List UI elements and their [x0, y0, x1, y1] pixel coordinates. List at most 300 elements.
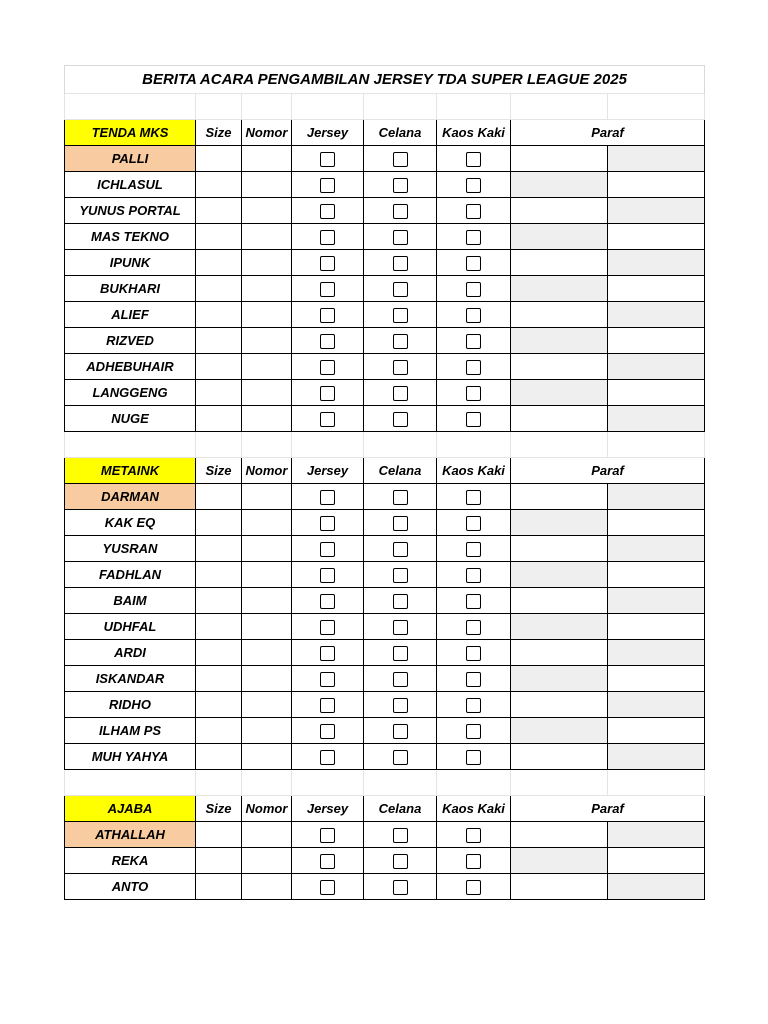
table-row [65, 146, 705, 172]
kaos-kaki-checkbox-cell [437, 874, 511, 900]
size-field[interactable] [196, 822, 242, 848]
paraf-left-field[interactable] [511, 172, 608, 198]
size-field[interactable] [196, 484, 242, 510]
checkbox-icon[interactable] [466, 646, 481, 661]
spacer-row [65, 94, 705, 120]
checkbox-icon[interactable] [393, 152, 408, 167]
player-name: RIDHO [65, 692, 196, 718]
checkbox-icon[interactable] [393, 594, 408, 609]
paraf-left-field[interactable] [511, 874, 608, 900]
paraf-left-field[interactable] [511, 302, 608, 328]
paraf-left-field[interactable] [511, 354, 608, 380]
paraf-left-field[interactable] [511, 406, 608, 432]
checkbox-icon[interactable] [466, 230, 481, 245]
checkbox-icon[interactable] [393, 386, 408, 401]
paraf-right-field[interactable] [608, 666, 705, 692]
attendance-sheet [64, 65, 704, 900]
kaos-kaki-checkbox-cell [437, 510, 511, 536]
player-name: PALLI [65, 146, 196, 172]
size-field[interactable] [196, 562, 242, 588]
paraf-right-field[interactable] [608, 718, 705, 744]
celana-checkbox-cell [364, 172, 437, 198]
kaos-kaki-checkbox-cell [437, 666, 511, 692]
nomor-field[interactable] [242, 614, 292, 640]
player-name: ATHALLAH [65, 822, 196, 848]
table-row [65, 588, 705, 614]
player-name: UDHFAL [65, 614, 196, 640]
nomor-field[interactable] [242, 328, 292, 354]
jersey-checkbox-cell [292, 484, 364, 510]
size-field[interactable] [196, 666, 242, 692]
team-header-row [65, 120, 705, 146]
nomor-field[interactable] [242, 822, 292, 848]
team-name: AJABA [65, 796, 196, 822]
checkbox-icon[interactable] [320, 724, 335, 739]
checkbox-icon[interactable] [320, 256, 335, 271]
paraf-left-field[interactable] [511, 224, 608, 250]
checkbox-icon[interactable] [466, 204, 481, 219]
paraf-right-field[interactable] [608, 250, 705, 276]
kaos-kaki-checkbox-cell [437, 614, 511, 640]
size-field[interactable] [196, 224, 242, 250]
nomor-field[interactable] [242, 172, 292, 198]
column-header-jersey: Jersey [292, 458, 364, 484]
checkbox-icon[interactable] [320, 828, 335, 843]
celana-checkbox-cell [364, 224, 437, 250]
checkbox-icon[interactable] [320, 204, 335, 219]
column-header-jersey: Jersey [292, 796, 364, 822]
nomor-field[interactable] [242, 484, 292, 510]
checkbox-icon[interactable] [466, 334, 481, 349]
checkbox-icon[interactable] [393, 256, 408, 271]
kaos-kaki-checkbox-cell [437, 588, 511, 614]
checkbox-icon[interactable] [320, 672, 335, 687]
jersey-checkbox-cell [292, 354, 364, 380]
checkbox-icon[interactable] [393, 334, 408, 349]
column-header-size: Size [196, 458, 242, 484]
celana-checkbox-cell [364, 874, 437, 900]
table-row [65, 874, 705, 900]
celana-checkbox-cell [364, 536, 437, 562]
checkbox-icon[interactable] [320, 854, 335, 869]
player-name: YUNUS PORTAL [65, 198, 196, 224]
paraf-right-field[interactable] [608, 380, 705, 406]
paraf-left-field[interactable] [511, 666, 608, 692]
jersey-checkbox-cell [292, 822, 364, 848]
kaos-kaki-checkbox-cell [437, 146, 511, 172]
player-name: ADHEBUHAIR [65, 354, 196, 380]
table-row [65, 718, 705, 744]
paraf-left-field[interactable] [511, 536, 608, 562]
table-row [65, 276, 705, 302]
size-field[interactable] [196, 328, 242, 354]
kaos-kaki-checkbox-cell [437, 718, 511, 744]
player-name: MAS TEKNO [65, 224, 196, 250]
column-header-nomor: Nomor [242, 796, 292, 822]
nomor-field[interactable] [242, 198, 292, 224]
checkbox-icon[interactable] [393, 724, 408, 739]
size-field[interactable] [196, 640, 242, 666]
paraf-right-field[interactable] [608, 484, 705, 510]
kaos-kaki-checkbox-cell [437, 354, 511, 380]
size-field[interactable] [196, 588, 242, 614]
paraf-right-field[interactable] [608, 146, 705, 172]
nomor-field[interactable] [242, 302, 292, 328]
table-row [65, 224, 705, 250]
player-name: REKA [65, 848, 196, 874]
paraf-left-field[interactable] [511, 510, 608, 536]
nomor-field[interactable] [242, 354, 292, 380]
nomor-field[interactable] [242, 640, 292, 666]
celana-checkbox-cell [364, 276, 437, 302]
celana-checkbox-cell [364, 328, 437, 354]
paraf-left-field[interactable] [511, 562, 608, 588]
kaos-kaki-checkbox-cell [437, 848, 511, 874]
jersey-checkbox-cell [292, 406, 364, 432]
checkbox-icon[interactable] [320, 698, 335, 713]
checkbox-icon[interactable] [393, 516, 408, 531]
celana-checkbox-cell [364, 588, 437, 614]
column-header-celana: Celana [364, 796, 437, 822]
paraf-left-field[interactable] [511, 250, 608, 276]
jersey-checkbox-cell [292, 848, 364, 874]
kaos-kaki-checkbox-cell [437, 406, 511, 432]
checkbox-icon[interactable] [320, 386, 335, 401]
nomor-field[interactable] [242, 406, 292, 432]
paraf-left-field[interactable] [511, 744, 608, 770]
player-name: ICHLASUL [65, 172, 196, 198]
jersey-checkbox-cell [292, 510, 364, 536]
paraf-left-field[interactable] [511, 484, 608, 510]
paraf-right-field[interactable] [608, 848, 705, 874]
paraf-right-field[interactable] [608, 172, 705, 198]
checkbox-icon[interactable] [320, 568, 335, 583]
nomor-field[interactable] [242, 536, 292, 562]
player-name: KAK EQ [65, 510, 196, 536]
checkbox-icon[interactable] [466, 620, 481, 635]
column-header-nomor: Nomor [242, 458, 292, 484]
checkbox-icon[interactable] [320, 542, 335, 557]
paraf-left-field[interactable] [511, 276, 608, 302]
celana-checkbox-cell [364, 822, 437, 848]
celana-checkbox-cell [364, 614, 437, 640]
paraf-left-field[interactable] [511, 822, 608, 848]
table-row [65, 744, 705, 770]
checkbox-icon[interactable] [466, 542, 481, 557]
table-row [65, 562, 705, 588]
celana-checkbox-cell [364, 146, 437, 172]
paraf-left-field[interactable] [511, 588, 608, 614]
size-field[interactable] [196, 146, 242, 172]
checkbox-icon[interactable] [320, 282, 335, 297]
jersey-checkbox-cell [292, 718, 364, 744]
nomor-field[interactable] [242, 562, 292, 588]
table-row [65, 250, 705, 276]
jersey-checkbox-cell [292, 588, 364, 614]
jersey-table [64, 65, 705, 900]
table-row [65, 510, 705, 536]
size-field[interactable] [196, 744, 242, 770]
table-row [65, 198, 705, 224]
spacer-row [65, 432, 705, 458]
column-header-kaos-kaki: Kaos Kaki [437, 458, 511, 484]
nomor-field[interactable] [242, 276, 292, 302]
checkbox-icon[interactable] [320, 646, 335, 661]
table-row [65, 692, 705, 718]
checkbox-icon[interactable] [320, 750, 335, 765]
paraf-right-field[interactable] [608, 276, 705, 302]
kaos-kaki-checkbox-cell [437, 640, 511, 666]
size-field[interactable] [196, 848, 242, 874]
column-header-size: Size [196, 796, 242, 822]
checkbox-icon[interactable] [393, 828, 408, 843]
paraf-right-field[interactable] [608, 692, 705, 718]
paraf-left-field[interactable] [511, 380, 608, 406]
nomor-field[interactable] [242, 224, 292, 250]
celana-checkbox-cell [364, 484, 437, 510]
checkbox-icon[interactable] [393, 282, 408, 297]
size-field[interactable] [196, 380, 242, 406]
celana-checkbox-cell [364, 250, 437, 276]
paraf-right-field[interactable] [608, 406, 705, 432]
table-row [65, 640, 705, 666]
paraf-left-field[interactable] [511, 718, 608, 744]
jersey-checkbox-cell [292, 536, 364, 562]
checkbox-icon[interactable] [320, 178, 335, 193]
checkbox-icon[interactable] [466, 490, 481, 505]
nomor-field[interactable] [242, 666, 292, 692]
column-header-size: Size [196, 120, 242, 146]
celana-checkbox-cell [364, 640, 437, 666]
checkbox-icon[interactable] [466, 724, 481, 739]
checkbox-icon[interactable] [466, 256, 481, 271]
paraf-left-field[interactable] [511, 328, 608, 354]
celana-checkbox-cell [364, 848, 437, 874]
paraf-left-field[interactable] [511, 146, 608, 172]
size-field[interactable] [196, 718, 242, 744]
checkbox-icon[interactable] [393, 620, 408, 635]
table-row [65, 354, 705, 380]
paraf-right-field[interactable] [608, 562, 705, 588]
kaos-kaki-checkbox-cell [437, 484, 511, 510]
jersey-checkbox-cell [292, 276, 364, 302]
paraf-left-field[interactable] [511, 198, 608, 224]
checkbox-icon[interactable] [466, 828, 481, 843]
table-row [65, 666, 705, 692]
nomor-field[interactable] [242, 380, 292, 406]
checkbox-icon[interactable] [393, 854, 408, 869]
checkbox-icon[interactable] [393, 542, 408, 557]
nomor-field[interactable] [242, 250, 292, 276]
table-row [65, 302, 705, 328]
kaos-kaki-checkbox-cell [437, 822, 511, 848]
checkbox-icon[interactable] [466, 386, 481, 401]
celana-checkbox-cell [364, 510, 437, 536]
checkbox-icon[interactable] [466, 672, 481, 687]
spacer-row [65, 770, 705, 796]
column-header-nomor: Nomor [242, 120, 292, 146]
checkbox-icon[interactable] [466, 568, 481, 583]
jersey-checkbox-cell [292, 666, 364, 692]
kaos-kaki-checkbox-cell [437, 744, 511, 770]
paraf-right-field[interactable] [608, 822, 705, 848]
player-name: BAIM [65, 588, 196, 614]
checkbox-icon[interactable] [466, 360, 481, 375]
jersey-checkbox-cell [292, 328, 364, 354]
size-field[interactable] [196, 250, 242, 276]
checkbox-icon[interactable] [466, 412, 481, 427]
checkbox-icon[interactable] [320, 334, 335, 349]
checkbox-icon[interactable] [393, 698, 408, 713]
size-field[interactable] [196, 302, 242, 328]
checkbox-icon[interactable] [466, 854, 481, 869]
team-header-row [65, 796, 705, 822]
size-field[interactable] [196, 198, 242, 224]
checkbox-icon[interactable] [320, 360, 335, 375]
paraf-right-field[interactable] [608, 614, 705, 640]
checkbox-icon[interactable] [320, 880, 335, 895]
jersey-checkbox-cell [292, 614, 364, 640]
nomor-field[interactable] [242, 510, 292, 536]
size-field[interactable] [196, 354, 242, 380]
nomor-field[interactable] [242, 848, 292, 874]
checkbox-icon[interactable] [320, 620, 335, 635]
checkbox-icon[interactable] [466, 282, 481, 297]
checkbox-icon[interactable] [393, 672, 408, 687]
column-header-paraf: Paraf [511, 458, 705, 484]
kaos-kaki-checkbox-cell [437, 562, 511, 588]
jersey-checkbox-cell [292, 146, 364, 172]
checkbox-icon[interactable] [393, 412, 408, 427]
player-name: LANGGENG [65, 380, 196, 406]
paraf-right-field[interactable] [608, 510, 705, 536]
nomor-field[interactable] [242, 718, 292, 744]
column-header-celana: Celana [364, 120, 437, 146]
jersey-checkbox-cell [292, 744, 364, 770]
size-field[interactable] [196, 692, 242, 718]
table-row [65, 848, 705, 874]
checkbox-icon[interactable] [393, 490, 408, 505]
table-row [65, 406, 705, 432]
jersey-checkbox-cell [292, 562, 364, 588]
paraf-right-field[interactable] [608, 640, 705, 666]
checkbox-icon[interactable] [393, 646, 408, 661]
team-name: METAINK [65, 458, 196, 484]
column-header-paraf: Paraf [511, 796, 705, 822]
celana-checkbox-cell [364, 692, 437, 718]
size-field[interactable] [196, 406, 242, 432]
team-header-row [65, 458, 705, 484]
checkbox-icon[interactable] [466, 750, 481, 765]
jersey-checkbox-cell [292, 224, 364, 250]
nomor-field[interactable] [242, 744, 292, 770]
size-field[interactable] [196, 614, 242, 640]
team-name: TENDA MKS [65, 120, 196, 146]
table-row [65, 614, 705, 640]
size-field[interactable] [196, 536, 242, 562]
paraf-right-field[interactable] [608, 224, 705, 250]
checkbox-icon[interactable] [393, 178, 408, 193]
celana-checkbox-cell [364, 198, 437, 224]
checkbox-icon[interactable] [320, 152, 335, 167]
player-name: IPUNK [65, 250, 196, 276]
nomor-field[interactable] [242, 692, 292, 718]
paraf-left-field[interactable] [511, 614, 608, 640]
checkbox-icon[interactable] [320, 308, 335, 323]
paraf-right-field[interactable] [608, 198, 705, 224]
nomor-field[interactable] [242, 146, 292, 172]
celana-checkbox-cell [364, 718, 437, 744]
celana-checkbox-cell [364, 666, 437, 692]
checkbox-icon[interactable] [320, 412, 335, 427]
page-title: BERITA ACARA PENGAMBILAN JERSEY TDA SUPER LEAGUE 2025 [65, 66, 705, 94]
checkbox-icon[interactable] [320, 230, 335, 245]
checkbox-icon[interactable] [466, 516, 481, 531]
jersey-checkbox-cell [292, 172, 364, 198]
checkbox-icon[interactable] [466, 698, 481, 713]
paraf-right-field[interactable] [608, 328, 705, 354]
paraf-right-field[interactable] [608, 354, 705, 380]
checkbox-icon[interactable] [393, 568, 408, 583]
checkbox-icon[interactable] [320, 490, 335, 505]
size-field[interactable] [196, 172, 242, 198]
checkbox-icon[interactable] [393, 230, 408, 245]
paraf-right-field[interactable] [608, 588, 705, 614]
checkbox-icon[interactable] [393, 360, 408, 375]
jersey-checkbox-cell [292, 692, 364, 718]
checkbox-icon[interactable] [466, 178, 481, 193]
checkbox-icon[interactable] [320, 516, 335, 531]
kaos-kaki-checkbox-cell [437, 276, 511, 302]
size-field[interactable] [196, 510, 242, 536]
kaos-kaki-checkbox-cell [437, 692, 511, 718]
checkbox-icon[interactable] [393, 308, 408, 323]
paraf-left-field[interactable] [511, 640, 608, 666]
paraf-left-field[interactable] [511, 848, 608, 874]
player-name: ARDI [65, 640, 196, 666]
player-name: BUKHARI [65, 276, 196, 302]
player-name: NUGE [65, 406, 196, 432]
checkbox-icon[interactable] [320, 594, 335, 609]
checkbox-icon[interactable] [393, 880, 408, 895]
paraf-left-field[interactable] [511, 692, 608, 718]
player-name: RIZVED [65, 328, 196, 354]
checkbox-icon[interactable] [466, 594, 481, 609]
checkbox-icon[interactable] [466, 152, 481, 167]
nomor-field[interactable] [242, 874, 292, 900]
paraf-right-field[interactable] [608, 536, 705, 562]
jersey-checkbox-cell [292, 640, 364, 666]
column-header-kaos-kaki: Kaos Kaki [437, 796, 511, 822]
checkbox-icon[interactable] [466, 880, 481, 895]
checkbox-icon[interactable] [466, 308, 481, 323]
player-name: ISKANDAR [65, 666, 196, 692]
paraf-right-field[interactable] [608, 874, 705, 900]
checkbox-icon[interactable] [393, 750, 408, 765]
column-header-kaos-kaki: Kaos Kaki [437, 120, 511, 146]
size-field[interactable] [196, 874, 242, 900]
paraf-right-field[interactable] [608, 744, 705, 770]
nomor-field[interactable] [242, 588, 292, 614]
celana-checkbox-cell [364, 380, 437, 406]
kaos-kaki-checkbox-cell [437, 380, 511, 406]
size-field[interactable] [196, 276, 242, 302]
player-name: DARMAN [65, 484, 196, 510]
checkbox-icon[interactable] [393, 204, 408, 219]
jersey-checkbox-cell [292, 250, 364, 276]
jersey-checkbox-cell [292, 302, 364, 328]
paraf-right-field[interactable] [608, 302, 705, 328]
